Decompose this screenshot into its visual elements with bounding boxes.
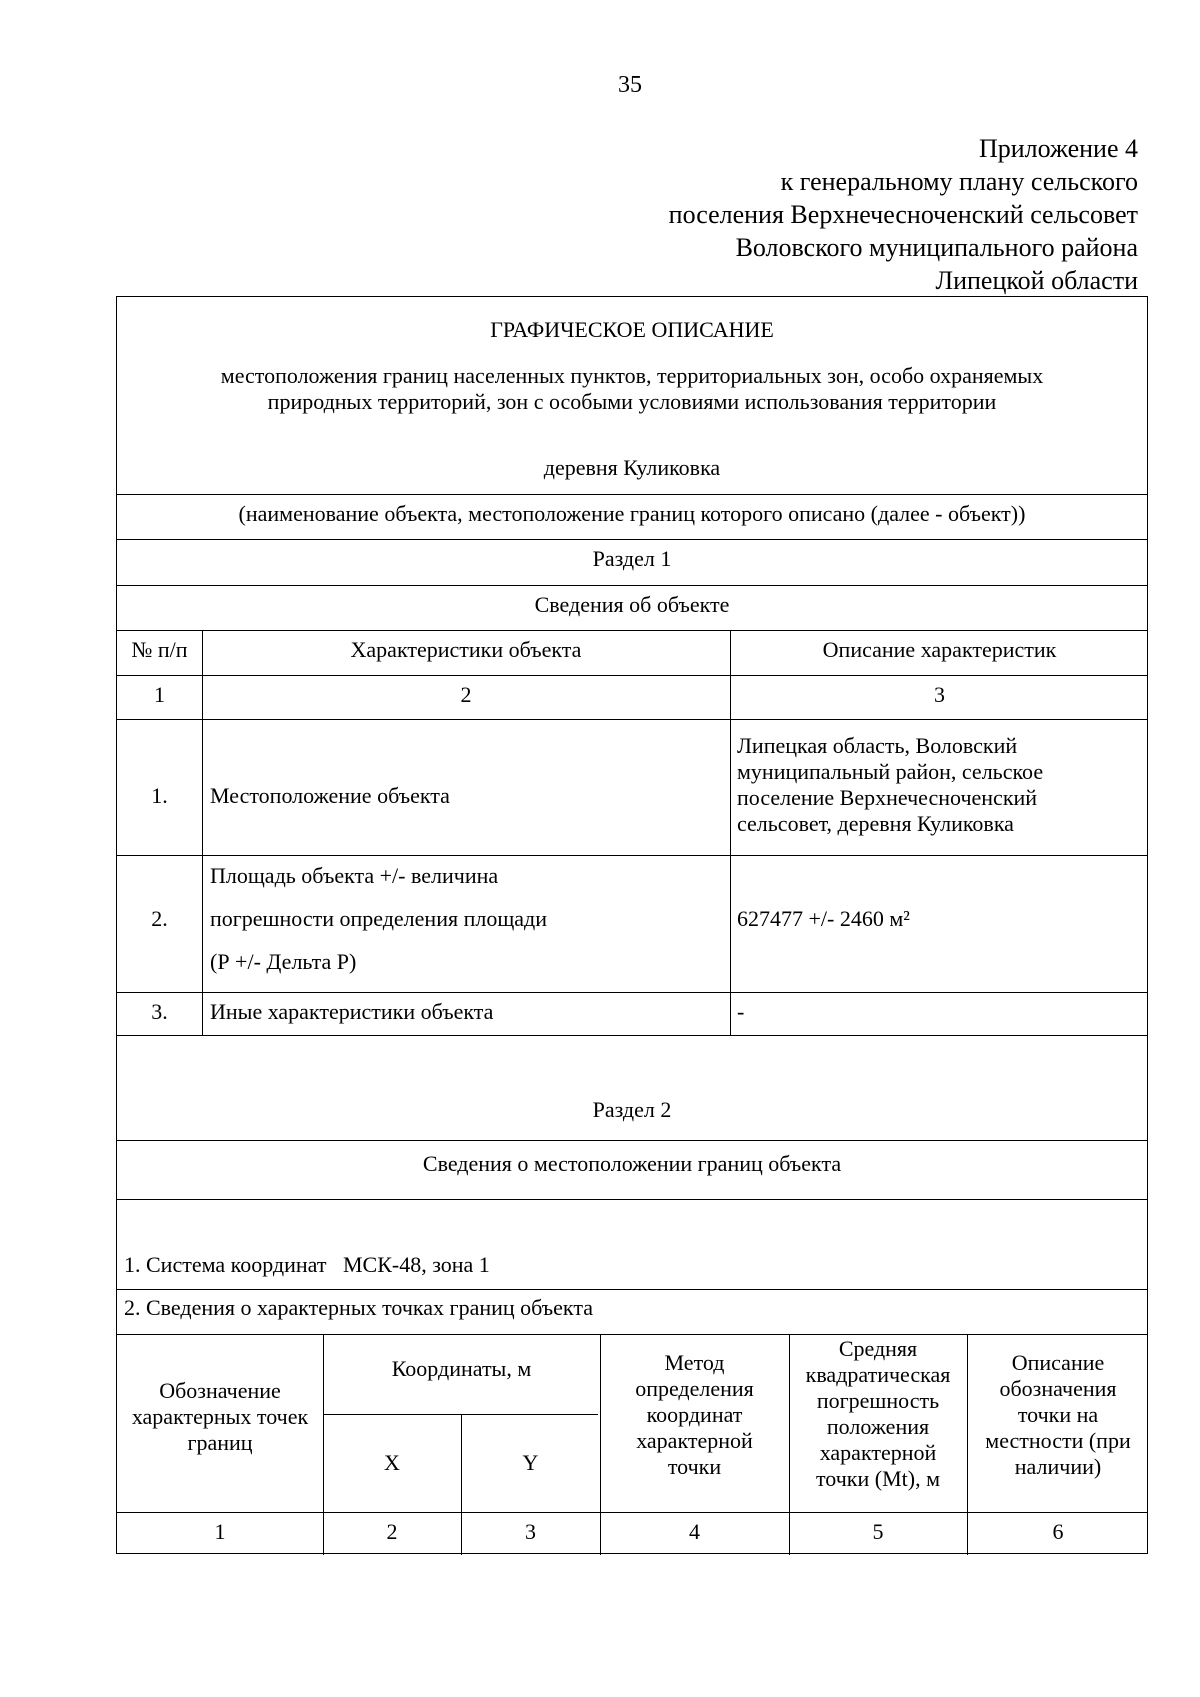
- form-title: ГРАФИЧЕСКОЕ ОПИСАНИЕ: [490, 317, 774, 342]
- column-header-description: Описание характеристик: [822, 637, 1057, 662]
- divider: [117, 675, 1147, 676]
- divider: [117, 539, 1147, 540]
- appendix-block: [438, 132, 1138, 297]
- row-characteristic: Местоположение объекта: [210, 783, 450, 808]
- column-header-x: X: [384, 1450, 400, 1475]
- form-subtitle: природных территорий, зон с особыми условиями использования территории: [267, 389, 997, 414]
- divider: [323, 1414, 598, 1415]
- row-description: поселение Верхнечесноченский: [737, 785, 1038, 810]
- column-header-method: Метод определения координат характерной точки: [635, 1350, 754, 1479]
- row-number: 1.: [151, 783, 168, 808]
- column-number: 2: [460, 682, 472, 707]
- coordinate-system: 1. Система координат МСК-48, зона 1: [124, 1252, 490, 1277]
- form-subtitle: местоположения границ населенных пунктов, территориальных зон, особо охраняемых: [220, 363, 1044, 388]
- row-number: 3.: [151, 999, 168, 1024]
- column-header-designation: Обозначение характерных точек границ: [131, 1378, 309, 1455]
- page-number: 35: [618, 72, 642, 98]
- divider: [117, 719, 1147, 720]
- section1-title: Раздел 1: [592, 546, 672, 571]
- column-number: 3: [525, 1519, 536, 1544]
- row-characteristic: погрешности определения площади: [210, 906, 548, 931]
- object-name: деревня Куликовка: [543, 455, 721, 480]
- column-number: 5: [872, 1519, 884, 1544]
- row-description: 627477 +/- 2460 м²: [737, 906, 910, 931]
- row-description: сельсовет, деревня Куликовка: [737, 811, 1014, 836]
- column-number: 2: [386, 1519, 398, 1544]
- divider: [117, 630, 1147, 631]
- row-characteristic: (Р +/- Дельта Р): [210, 949, 357, 974]
- divider: [117, 992, 1147, 993]
- appendix-line: к генеральному плану сельского: [780, 167, 1138, 196]
- column-header-characteristic: Характеристики объекта: [350, 637, 582, 662]
- divider: [117, 1512, 1147, 1513]
- row-characteristic: Площадь объекта +/- величина: [210, 863, 499, 888]
- column-header-y: Y: [522, 1450, 539, 1475]
- column-header-coordinates: Координаты, м: [391, 1356, 532, 1381]
- appendix-line: Липецкой области: [935, 266, 1138, 295]
- row-description: -: [737, 999, 745, 1024]
- appendix-line: поселения Верхнечесноченский сельсовет: [668, 200, 1138, 229]
- column-number: 1: [214, 1519, 226, 1544]
- divider: [117, 585, 1147, 586]
- divider: [117, 1199, 1147, 1200]
- section2-title: Раздел 2: [592, 1097, 672, 1122]
- column-number: 6: [1052, 1519, 1064, 1544]
- column-header-point-description: Описание обозначения точки на местности (при наличии): [985, 1350, 1131, 1479]
- divider: [117, 1289, 1147, 1290]
- divider: [117, 855, 1147, 856]
- column-number: 1: [154, 682, 165, 707]
- column-header-error: Средняя квадратическая погрешность положения характерной точки (Mt), м: [805, 1336, 951, 1491]
- section2-subtitle: Сведения о местоположении границ объекта: [422, 1151, 842, 1176]
- row-description: муниципальный район, сельское: [737, 759, 1044, 784]
- description-form: [116, 296, 1148, 1554]
- divider: [117, 494, 1147, 495]
- appendix-line: Приложение 4: [978, 134, 1138, 163]
- points-caption: 2. Сведения о характерных точках границ объекта: [124, 1295, 593, 1320]
- object-caption: (наименование объекта, местоположение границ которого описано (далее - объект)): [238, 501, 1026, 526]
- column-number: 3: [934, 682, 945, 707]
- column-header-num: № п/п: [131, 637, 188, 662]
- section1-subtitle: Сведения об объекте: [534, 592, 730, 617]
- row-characteristic: Иные характеристики объекта: [210, 999, 494, 1024]
- divider: [117, 1334, 1147, 1335]
- column-number: 4: [689, 1519, 700, 1544]
- row-description: Липецкая область, Воловский: [737, 733, 1018, 758]
- divider: [117, 1140, 1147, 1141]
- appendix-line: Воловского муниципального района: [735, 233, 1138, 262]
- row-number: 2.: [151, 906, 168, 931]
- divider: [117, 1035, 1147, 1036]
